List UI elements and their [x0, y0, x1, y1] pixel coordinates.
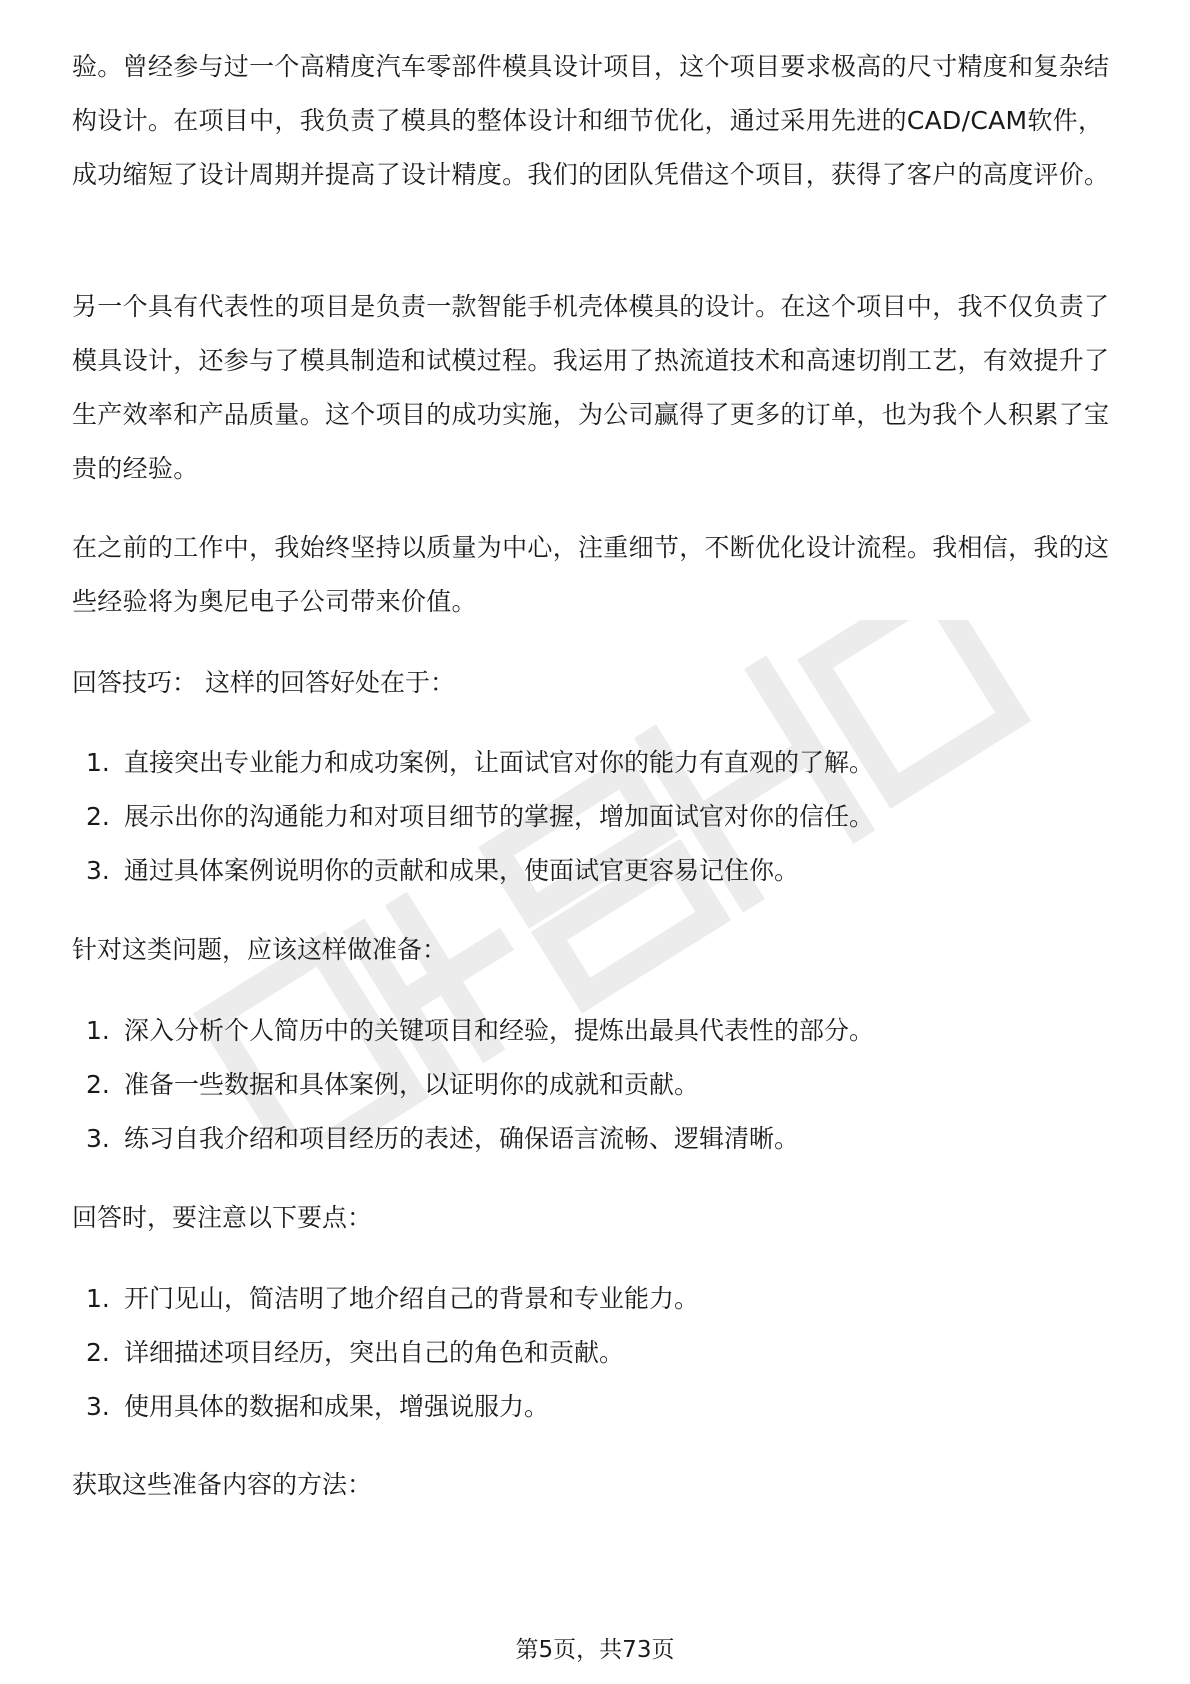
key-points-heading: 回答时，要注意以下要点： — [72, 1203, 373, 1232]
list-number: 2. — [86, 802, 110, 831]
page-number-footer: 第5页，共73页 — [515, 1637, 675, 1663]
list-number: 2. — [86, 1070, 110, 1099]
preparation-heading: 针对这类问题，应该这样做准备： — [72, 935, 448, 964]
list-number: 2. — [86, 1338, 110, 1367]
list-number: 3. — [86, 856, 110, 885]
paragraph-work-philosophy: 在之前的工作中，我始终坚持以质量为中心，注重细节，不断优化设计流程。我相信，我的这些经验将为奥尼电子公司带来价值。 — [72, 533, 1110, 616]
list-number: 3. — [86, 1124, 110, 1153]
list-number: 1. — [86, 748, 110, 777]
list-text: 展示出你的沟通能力和对项目细节的掌握，增加面试官对你的信任。 — [124, 802, 875, 831]
paragraph-project-experience: 验。曾经参与过一个高精度汽车零部件模具设计项目，这个项目要求极高的尺寸精度和复杂结构设计。在项目中，我负责了模具的整体设计和细节优化，通过采用先进的CAD/CAM软件，成功缩短了设计周期并提高了设计精度。我们的团队凭借这个项目，获得了客户的高度评价。 — [72, 52, 1110, 189]
answer-tips-heading: 回答技巧： 这样的回答好处在于： — [72, 668, 455, 697]
list-text: 详细描述项目经历，突出自己的角色和贡献。 — [124, 1338, 625, 1367]
list-number: 1. — [86, 1284, 110, 1313]
list-text: 准备一些数据和具体案例，以证明你的成就和贡献。 — [124, 1070, 700, 1099]
method-heading: 获取这些准备内容的方法： — [72, 1470, 373, 1499]
list-text: 开门见山，简洁明了地介绍自己的背景和专业能力。 — [124, 1284, 700, 1313]
list-text: 使用具体的数据和成果，增强说服力。 — [124, 1392, 550, 1421]
list-text: 练习自我介绍和项目经历的表述，确保语言流畅、逻辑清晰。 — [124, 1124, 800, 1153]
list-text: 通过具体案例说明你的贡献和成果，使面试官更容易记住你。 — [124, 856, 800, 885]
list-number: 1. — [86, 1016, 110, 1045]
list-number: 3. — [86, 1392, 110, 1421]
paragraph-representative-project: 另一个具有代表性的项目是负责一款智能手机壳体模具的设计。在这个项目中，我不仅负责了模具设计，还参与了模具制造和试模过程。我运用了热流道技术和高速切削工艺，有效提升了生产效率和产品质量。这个项目的成功实施，为公司赢得了更多的订单，也为我个人积累了宝贵的经验。 — [72, 292, 1110, 483]
list-text: 深入分析个人简历中的关键项目和经验，提炼出最具代表性的部分。 — [124, 1016, 875, 1045]
list-text: 直接突出专业能力和成功案例，让面试官对你的能力有直观的了解。 — [124, 748, 875, 777]
